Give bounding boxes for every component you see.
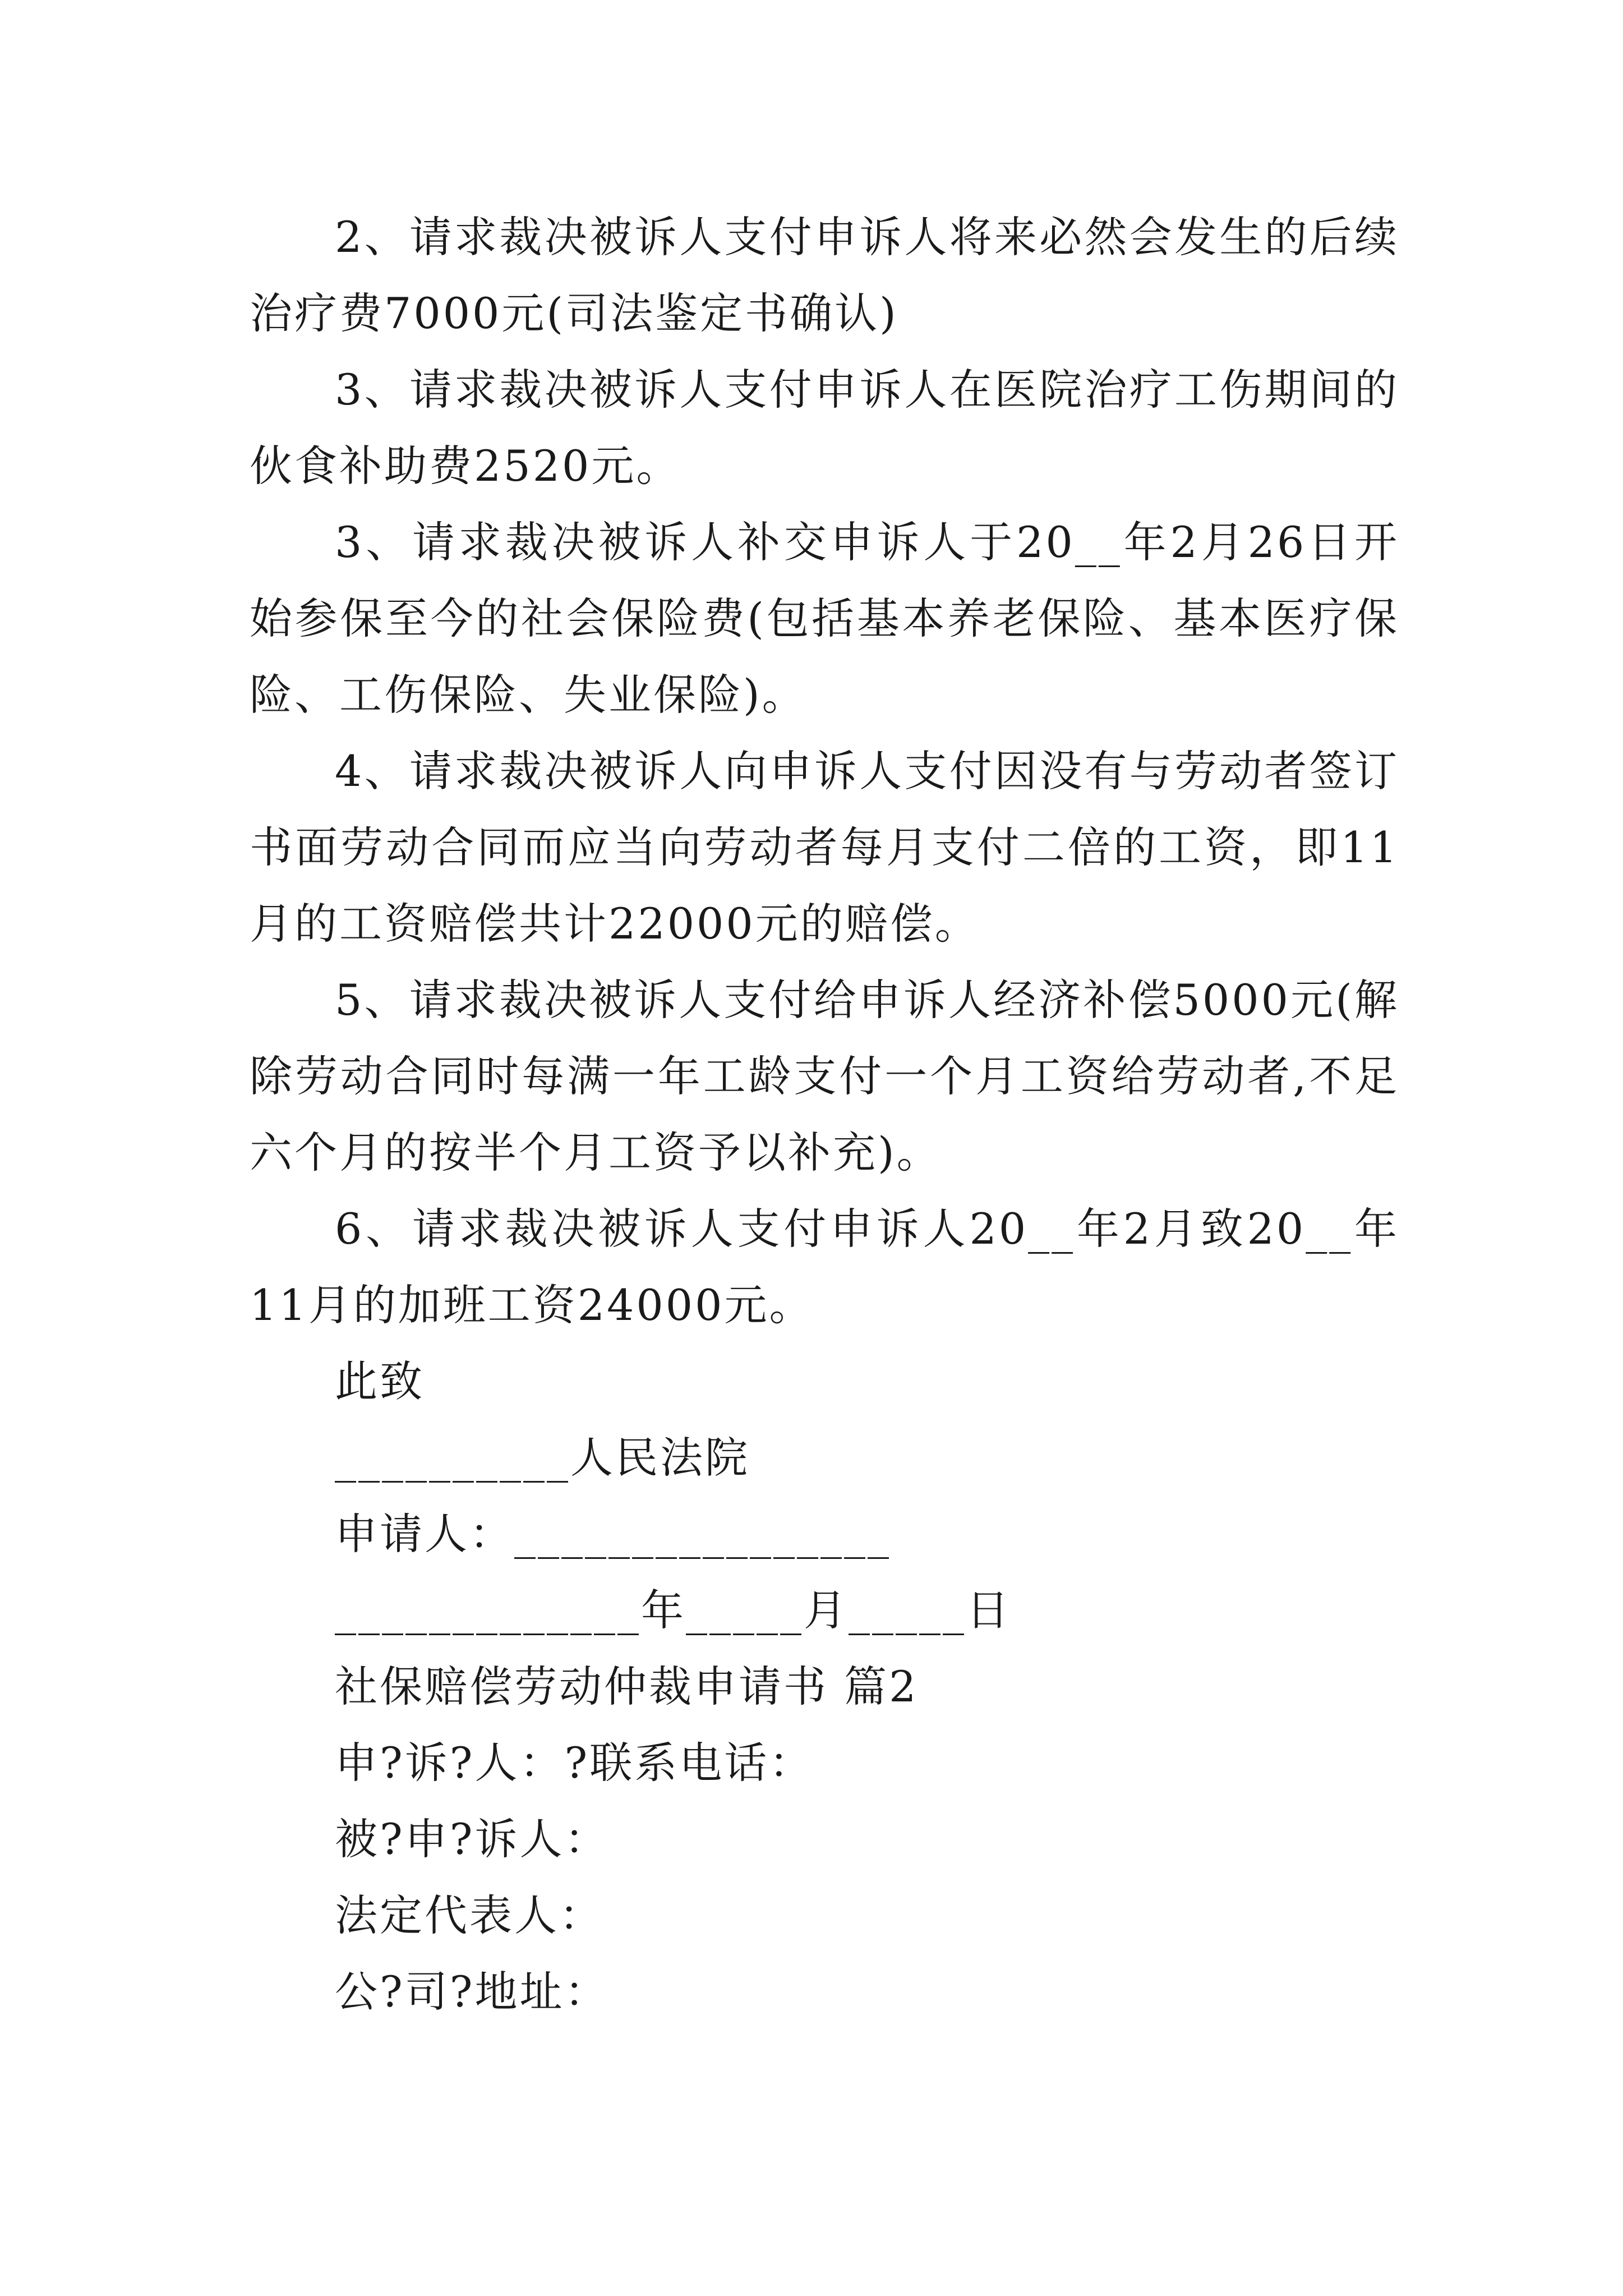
claim-item-3a: 3、请求裁决被诉人支付申诉人在医院治疗工伤期间的伙食补助费2520元。 [250, 365, 1399, 491]
section-title: 社保赔偿劳动仲裁申请书 篇2 [335, 1662, 919, 1711]
company-address-field: 公?司?地址： [335, 1967, 610, 2017]
claim-item-3b: 3、请求裁决被诉人补交申诉人于20__年2月26日开始参保至今的社会保险费(包括基本养老保险、基本医疗保险、工伤保险、失业保险)。 [250, 517, 1399, 720]
complainant-field: 申?诉?人：?联系电话： [335, 1738, 814, 1788]
document-body [250, 199, 1399, 2030]
claim-item-5: 5、请求裁决被诉人支付给申诉人经济补偿5000元(解除劳动合同时每满一年工龄支付一个月工资给劳动者,不足六个月的按半个月工资予以补充)。 [250, 975, 1399, 1177]
claim-item-2: 2、请求裁决被诉人支付申诉人将来必然会发生的后续治疗费7000元(司法鉴定书确认) [250, 212, 1399, 338]
legal-rep-field: 法定代表人： [335, 1890, 604, 1940]
applicant-signature: 申请人：________________ [335, 1509, 891, 1559]
claim-item-6: 6、请求裁决被诉人支付申诉人20__年2月致20__年11月的加班工资24000元。 [250, 1204, 1399, 1330]
court-addressee: __________人民法院 [335, 1433, 750, 1483]
claim-item-4: 4、请求裁决被诉人向申诉人支付因没有与劳动者签订书面劳动合同而应当向劳动者每月支付二倍的工资，即11月的工资赔偿共计22000元的赔偿。 [250, 746, 1399, 949]
respondent-field: 被?申?诉人： [335, 1814, 610, 1864]
date-line: _____________年_____月_____日 [335, 1585, 1011, 1635]
closing-salutation: 此致 [335, 1356, 425, 1406]
